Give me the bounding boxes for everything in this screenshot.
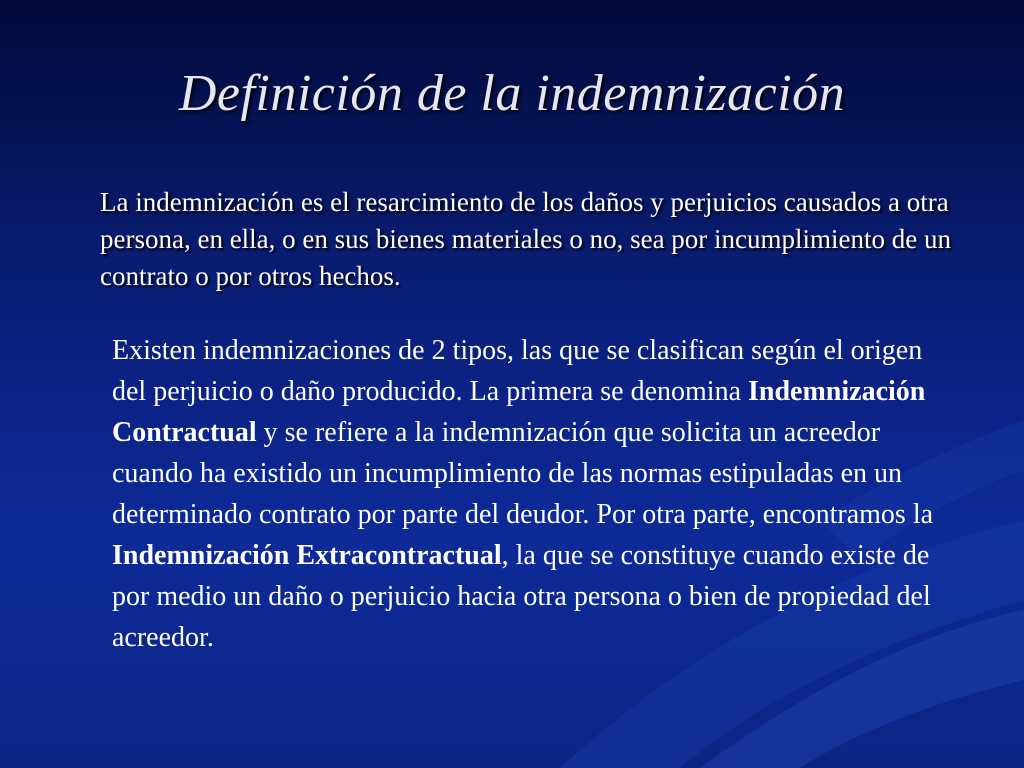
body-text-part-3: , la que se constituye cuando existe de por medio un daño o perjuicio hacia otra persona o bien de propiedad del acreedor. bbox=[112, 540, 931, 653]
definition-paragraph: La indemnización es el resarcimiento de los daños y perjuicios causados a otra persona, en ella, o en sus bienes materiales o no, sea por incumplimiento de un contrato o por otros hechos. bbox=[100, 187, 952, 291]
term-contractual: Indemnización Contractual bbox=[112, 376, 926, 448]
body-text-part-1: Existen indemnizaciones de 2 tipos, las que se clasifican según el origen del perjuicio o daño producido. La primera se denomina bbox=[112, 335, 923, 407]
body-text-part-2: y se refiere a la indemnización que solicita un acreedor cuando ha existido un incumplimiento de las normas estipuladas en un determinado contrato por parte del deudor. Por otra parte, encontramos la bbox=[112, 417, 934, 530]
term-extracontractual: Indemnización Extracontractual bbox=[112, 540, 502, 571]
body-paragraph bbox=[112, 330, 942, 658]
slide-title: Definición de la indemnización bbox=[178, 65, 846, 122]
